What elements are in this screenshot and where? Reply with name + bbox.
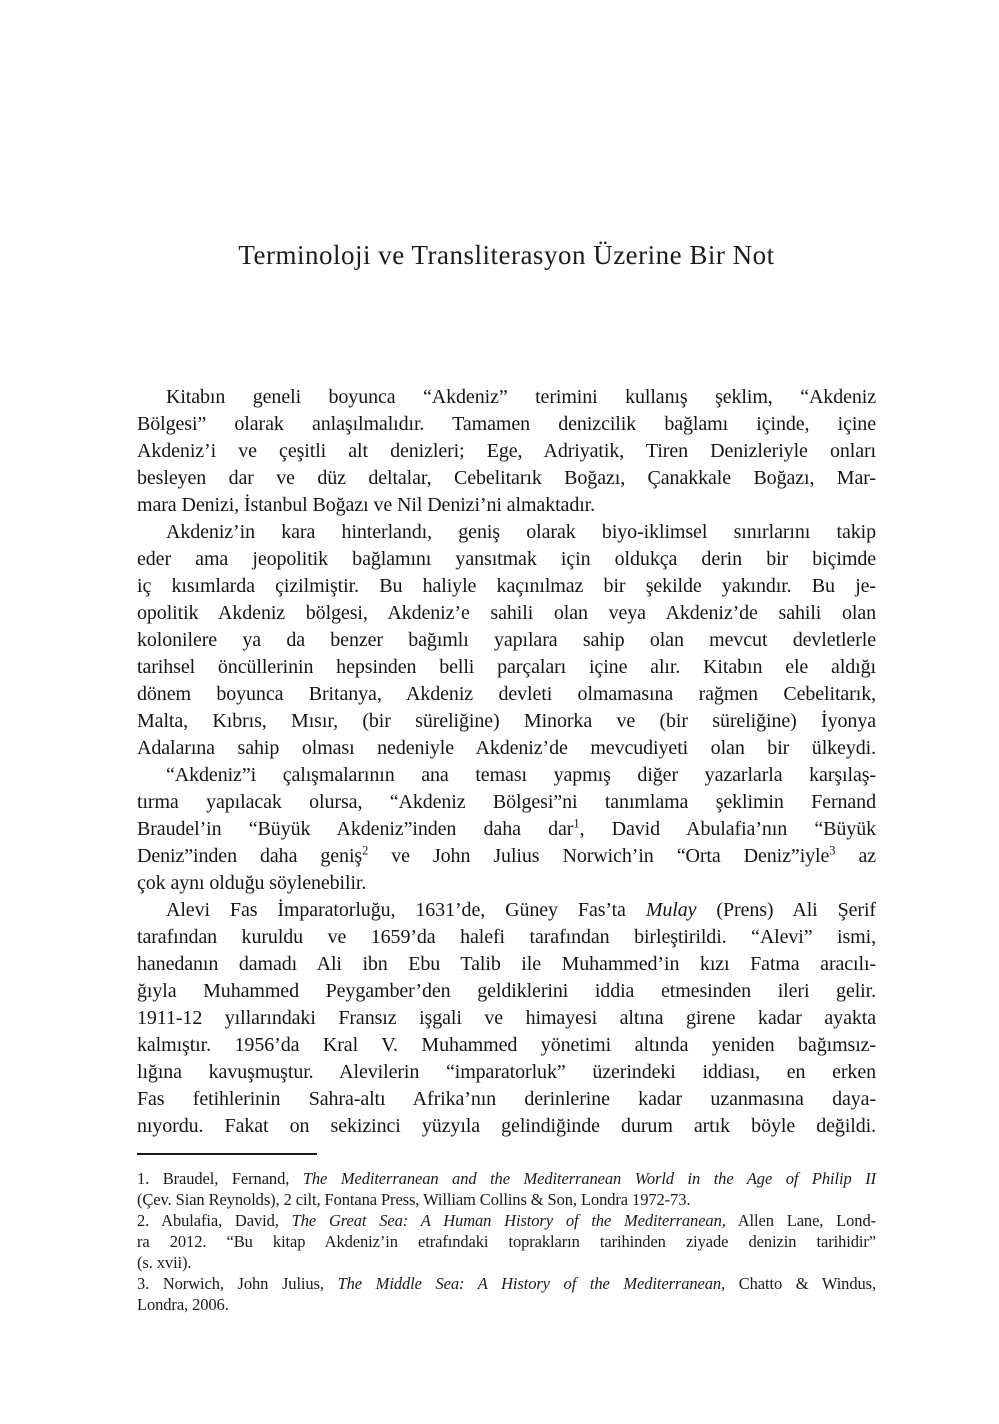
text-line — [137, 1210, 876, 1231]
text-segment: (s. xvii). — [137, 1253, 192, 1272]
text-segment: besleyen dar ve düz deltalar, Cebelitarık Boğazı, Çanakkale Boğazı, Mar- — [137, 467, 876, 489]
text-segment: mara Denizi, İstanbul Boğazı ve Nil Denizi’ni almaktadır. — [137, 494, 596, 516]
italic-text: Mulay — [645, 899, 697, 921]
text-line — [137, 924, 876, 951]
text-segment: tarafından kuruldu ve 1659’da halefi tarafından birleştirildi. “Alevi” ismi, — [137, 926, 876, 948]
text-line — [137, 1252, 876, 1273]
text-segment: opolitik Akdeniz bölgesi, Akdeniz’e sahili olan veya Akdeniz’de sahili olan — [137, 602, 876, 624]
text-line — [137, 1113, 876, 1140]
text-line — [137, 1189, 876, 1210]
text-segment: ve John Julius Norwich’in “Orta Deniz”iyle — [368, 845, 830, 867]
text-segment: Kitabın geneli boyunca “Akdeniz” terimini kullanış şeklim, “Akdeniz — [166, 386, 876, 408]
text-segment: Braudel’in “Büyük Akdeniz”inden daha dar — [137, 818, 574, 840]
text-segment: eder ama jeopolitik bağlamını yansıtmak için oldukça derin bir biçimde — [137, 548, 876, 570]
text-segment: Akdeniz’i ve çeşitli alt denizleri; Ege, Adriyatik, Tiren Denizleriyle onları — [137, 440, 876, 462]
text-line — [137, 1086, 876, 1113]
text-line — [137, 627, 876, 654]
footnote-separator — [137, 1153, 317, 1155]
text-line — [137, 1059, 876, 1086]
footnote — [137, 1168, 876, 1210]
text-segment: tırma yapılacak olursa, “Akdeniz Bölgesi”ni tanımlama şeklimin Fernand — [137, 791, 876, 813]
text-segment: Adalarına sahip olması nedeniyle Akdeniz’de mevcudiyeti olan bir ülkeydi. — [137, 737, 876, 759]
italic-text: The Middle Sea: A History of the Mediterranean, — [337, 1274, 726, 1293]
text-line — [137, 438, 876, 465]
text-segment: dönem boyunca Britanya, Akdeniz devleti olmamasına rağmen Cebelitarık, — [137, 683, 876, 705]
footnote — [137, 1210, 876, 1273]
text-segment: 3. Norwich, John Julius, — [137, 1274, 338, 1293]
text-segment: Alevi Fas İmparatorluğu, 1631’de, Güney Fas’ta — [166, 899, 646, 921]
text-line — [137, 546, 876, 573]
text-line — [137, 384, 876, 411]
footnotes — [137, 1168, 876, 1315]
italic-text: The Great Sea: A Human History of the Mediterranean, — [291, 1211, 726, 1230]
text-line — [137, 1005, 876, 1032]
text-line — [137, 600, 876, 627]
text-line — [137, 843, 876, 870]
text-segment: (Prens) Ali Şerif — [696, 899, 876, 921]
text-line — [137, 411, 876, 438]
text-line — [137, 708, 876, 735]
footnote-reference: 2 — [362, 843, 369, 858]
text-segment: “Akdeniz”i çalışmalarının ana teması yapmış diğer yazarlarla karşılaş- — [166, 764, 876, 786]
footnote-reference: 1 — [573, 816, 580, 831]
text-line — [137, 492, 876, 519]
text-line — [137, 573, 876, 600]
text-line — [137, 1294, 876, 1315]
text-segment: Fas fetihlerinin Sahra-altı Afrika’nın derinlerine kadar uzanmasına daya- — [137, 1088, 876, 1110]
footnote-reference: 3 — [829, 843, 836, 858]
text-segment: Malta, Kıbrıs, Mısır, (bir süreliğine) Minorka ve (bir süreliğine) İyonya — [137, 710, 876, 732]
text-line — [137, 1231, 876, 1252]
text-segment: 1911-12 yıllarındaki Fransız işgali ve himayesi altına girene kadar ayakta — [137, 1007, 876, 1029]
text-segment: nıyordu. Fakat on sekizinci yüzyıla gelindiğinde durum artık böyle değildi. — [137, 1115, 876, 1137]
text-segment: kalmıştır. 1956’da Kral V. Muhammed yönetimi altında yeniden bağımsız- — [137, 1034, 876, 1056]
text-line — [137, 870, 876, 897]
text-segment: hanedanın damadı Ali ibn Ebu Talib ile Muhammed’in kızı Fatma aracılı- — [137, 953, 876, 975]
text-line — [137, 762, 876, 789]
paragraph — [137, 762, 876, 897]
text-line — [137, 978, 876, 1005]
text-line — [137, 681, 876, 708]
text-segment: tarihsel öncüllerinin hepsinden belli parçaları içine alır. Kitabın ele aldığı — [137, 656, 876, 678]
text-segment: çok aynı olduğu söylenebilir. — [137, 872, 367, 894]
text-segment: az — [835, 845, 876, 867]
text-segment: kolonilere ya da benzer bağımlı yapılara sahip olan mevcut devletlerle — [137, 629, 876, 651]
text-segment: 2. Abulafia, David, — [137, 1211, 292, 1230]
text-line — [137, 654, 876, 681]
text-line — [137, 951, 876, 978]
paragraph — [137, 897, 876, 1140]
text-line — [137, 519, 876, 546]
body-text — [137, 384, 876, 1140]
page-title: Terminoloji ve Transliterasyon Üzerine Bir Not — [238, 240, 775, 270]
italic-text: The Mediterranean and the Mediterranean World in the Age of Philip II — [302, 1169, 877, 1188]
text-segment: , David Abulafia’nın “Büyük — [579, 818, 876, 840]
paragraph — [137, 519, 876, 762]
text-segment: Deniz”inden daha geniş — [137, 845, 363, 867]
text-line — [137, 1032, 876, 1059]
text-segment: ğıyla Muhammed Peygamber’den geldiklerini iddia etmesinden ileri gelir. — [137, 980, 876, 1002]
footnote — [137, 1273, 876, 1315]
text-segment: Akdeniz’in kara hinterlandı, geniş olarak biyo-iklimsel sınırlarını takip — [166, 521, 876, 543]
text-line — [137, 816, 876, 843]
text-segment: (Çev. Sian Reynolds), 2 cilt, Fontana Press, William Collins & Son, Londra 1972-73. — [137, 1190, 691, 1209]
text-segment: Londra, 2006. — [137, 1295, 229, 1314]
text-line — [137, 735, 876, 762]
text-segment: iç kısımlarda çizilmiştir. Bu haliyle kaçınılmaz bir şekilde yakındır. Bu je- — [137, 575, 876, 597]
text-line — [137, 897, 876, 924]
text-line — [137, 465, 876, 492]
text-segment: Chatto & Windus, — [725, 1274, 876, 1293]
text-segment: Bölgesi” olarak anlaşılmalıdır. Tamamen denizcilik bağlamı içinde, içine — [137, 413, 876, 435]
text-segment: 1. Braudel, Fernand, — [137, 1169, 303, 1188]
text-line — [137, 789, 876, 816]
paragraph — [137, 384, 876, 519]
text-segment: lığına kavuşmuştur. Alevilerin “imparatorluk” üzerindeki iddiası, en erken — [137, 1061, 876, 1083]
text-line — [137, 1168, 876, 1189]
text-segment: ra 2012. “Bu kitap Akdeniz’in etrafındaki toprakların tarihinden ziyade denizin tarihidir” — [137, 1232, 876, 1251]
text-segment: Allen Lane, Lond- — [725, 1211, 877, 1230]
text-line — [137, 1273, 876, 1294]
